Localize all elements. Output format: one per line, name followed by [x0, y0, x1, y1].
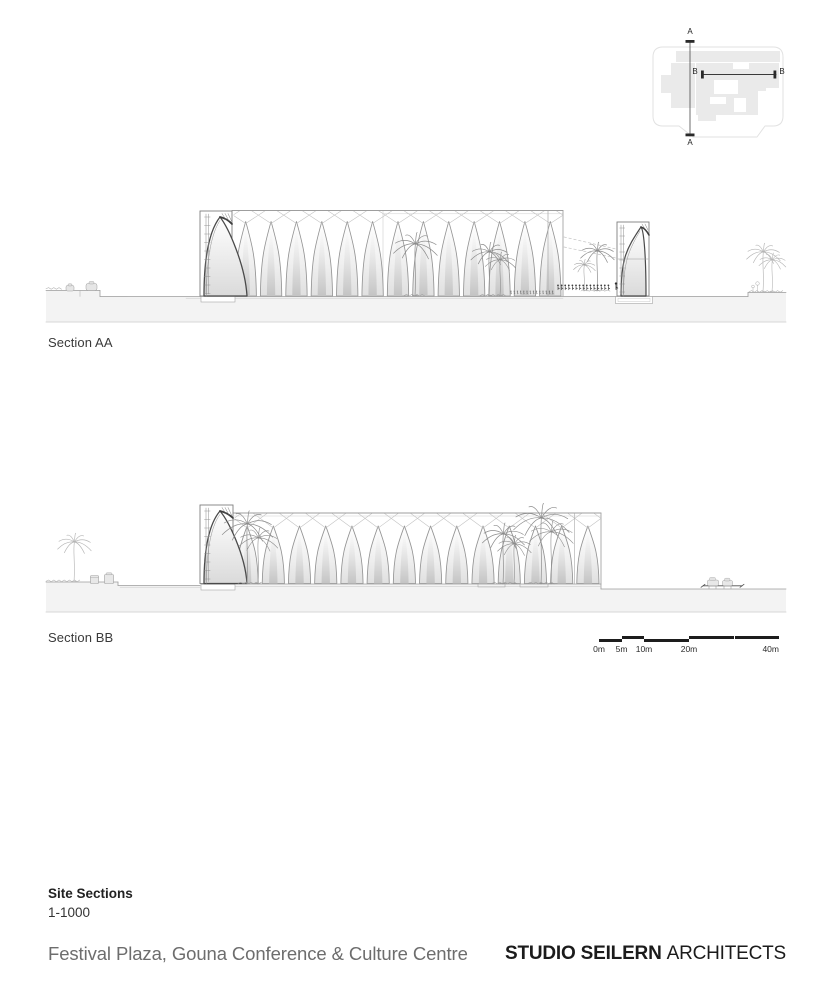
scale-bar-label: 0m: [593, 644, 605, 654]
keyplan-marker-a-top: A: [687, 27, 693, 36]
key-plan-drawing: [653, 40, 783, 137]
scale-bar-segment: [599, 639, 622, 642]
section-aa-label: Section AA: [48, 335, 113, 350]
section-bb-drawing: [46, 504, 786, 612]
drawing-title: Site Sections: [48, 886, 133, 901]
keyplan-marker-b-left: B: [692, 67, 698, 76]
scale-bar-label: 40m: [762, 644, 779, 654]
section-bb-label: Section BB: [48, 630, 114, 645]
keyplan-marker-b-right: B: [779, 67, 785, 76]
scale-bar-segment: [644, 639, 689, 642]
logo-architects: ARCHITECTS: [666, 943, 786, 964]
section-aa-drawing: [46, 211, 786, 323]
scale-bar-label: 20m: [680, 644, 698, 654]
scale-bar: [593, 633, 779, 655]
logo-studio-seilern: STUDIO SEILERN: [504, 943, 662, 964]
drawing-scale: 1-1000: [48, 905, 91, 920]
keyplan-marker-a-bottom: A: [687, 138, 693, 147]
scale-bar-label: 5m: [615, 644, 628, 654]
scale-bar-divider: [734, 636, 735, 639]
scale-bar-segment: [622, 636, 645, 639]
project-title: Festival Plaza, Gouna Conference & Culture Centre: [48, 943, 468, 964]
title-block: [48, 884, 133, 922]
scale-bar-label: 10m: [635, 644, 653, 654]
studio-logo: [505, 943, 786, 965]
